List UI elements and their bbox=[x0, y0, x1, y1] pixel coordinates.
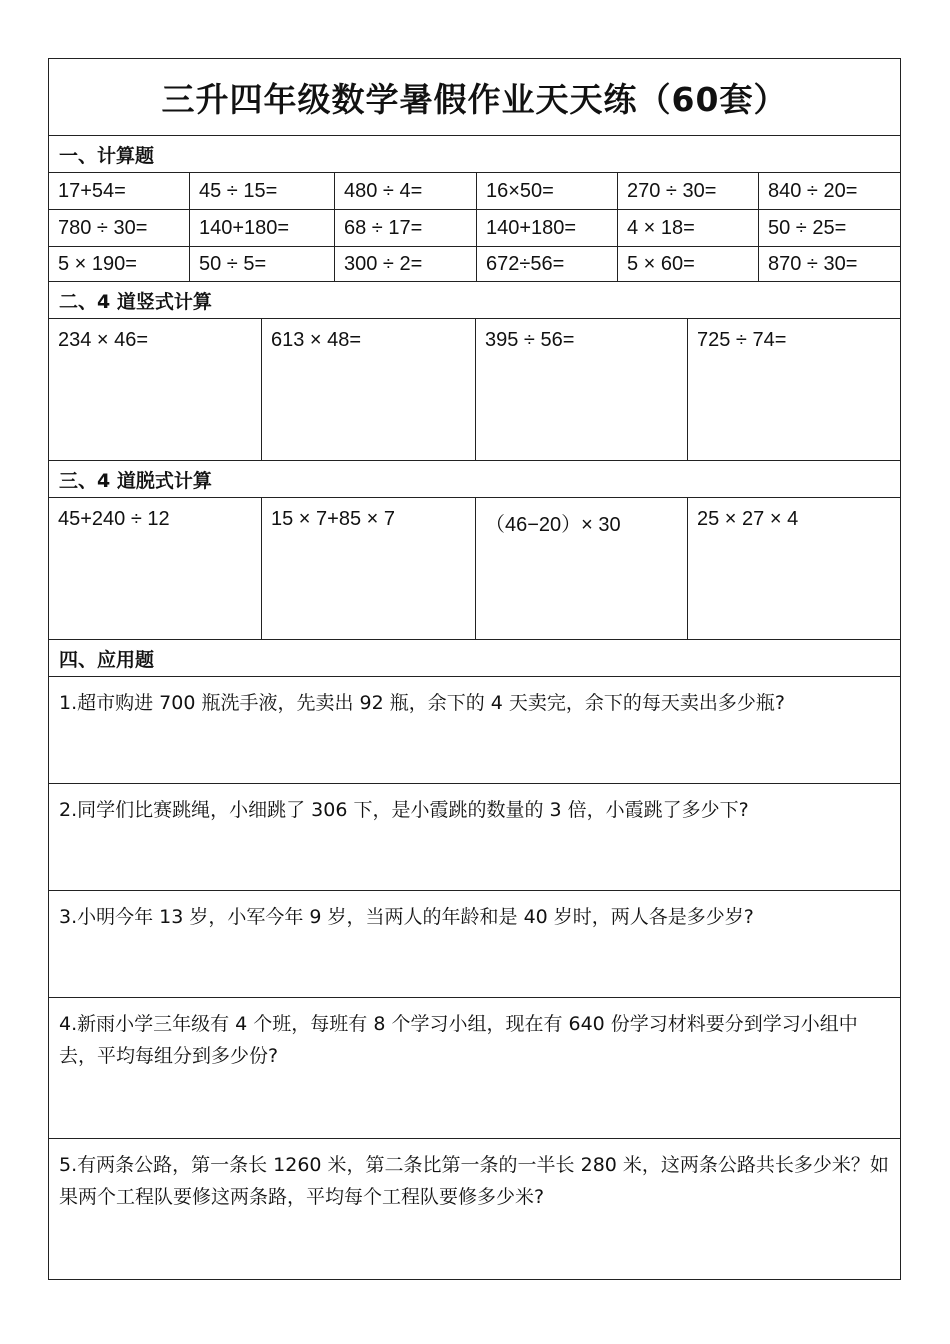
calc-cell: 480 ÷ 4= bbox=[335, 173, 477, 209]
stepwise-calc-cell: （46−20）× 30 bbox=[476, 498, 688, 639]
vertical-calc-cell: 234 × 46= bbox=[49, 319, 262, 460]
word-problem-text: 3.小明今年 13 岁，小军今年 9 岁，当两人的年龄和是 40 岁时，两人各是多少岁? bbox=[59, 906, 754, 928]
calc-cell: 840 ÷ 20= bbox=[768, 179, 858, 202]
worksheet bbox=[48, 58, 901, 1280]
word-problem-text: 2.同学们比赛跳绳，小细跳了 306 下，是小霞跳的数量的 3 倍，小霞跳了多少下? bbox=[59, 799, 749, 821]
section-heading-word: 四、应用题 bbox=[49, 640, 900, 677]
calc-cell: 50 ÷ 5= bbox=[190, 247, 335, 281]
calc-cell: 672÷56= bbox=[477, 247, 618, 281]
calc-cell: 270 ÷ 30= bbox=[618, 173, 759, 209]
section-heading-calc: 一、计算题 bbox=[49, 136, 900, 173]
word-problem bbox=[49, 998, 900, 1139]
word-problem bbox=[49, 677, 900, 784]
calc-cell: 300 ÷ 2= bbox=[335, 247, 477, 281]
vertical-calc-cell: 395 ÷ 56= bbox=[476, 319, 688, 460]
calc-cell: 5 × 190= bbox=[49, 247, 190, 281]
word-problem-text: 1.超市购进 700 瓶洗手液，先卖出 92 瓶，余下的 4 天卖完，余下的每天卖出多少瓶? bbox=[59, 692, 785, 714]
calc-row bbox=[49, 247, 900, 282]
calc-cell: 5 × 60= bbox=[618, 247, 759, 281]
word-problem bbox=[49, 784, 900, 891]
stepwise-calc-cell: 25 × 27 × 4 bbox=[697, 508, 799, 530]
calc-cell: 780 ÷ 30= bbox=[49, 210, 190, 246]
stepwise-calc-row bbox=[49, 498, 900, 640]
calc-cell: 17+54= bbox=[49, 173, 190, 209]
word-problem-text: 4.新雨小学三年级有 4 个班，每班有 8 个学习小组，现在有 640 份学习材料要分到学习小组中去，平均每组分到多少份? bbox=[59, 1013, 858, 1067]
calc-cell: 870 ÷ 30= bbox=[768, 252, 858, 275]
word-problem bbox=[49, 891, 900, 998]
section-heading-vertical: 二、4 道竖式计算 bbox=[49, 282, 900, 319]
calc-cell: 140+180= bbox=[190, 210, 335, 246]
vertical-calc-row bbox=[49, 319, 900, 461]
page-title: 三升四年级数学暑假作业天天练（60套） bbox=[49, 59, 900, 136]
calc-cell: 68 ÷ 17= bbox=[335, 210, 477, 246]
calc-cell: 16×50= bbox=[477, 173, 618, 209]
vertical-calc-cell: 725 ÷ 74= bbox=[697, 329, 787, 351]
calc-cell: 45 ÷ 15= bbox=[190, 173, 335, 209]
word-problem-text: 5.有两条公路，第一条长 1260 米，第二条比第一条的一半长 280 米，这两条公路共长多少米？如果两个工程队要修这两条路，平均每个工程队要修多少米? bbox=[59, 1154, 889, 1208]
calc-cell: 4 × 18= bbox=[618, 210, 759, 246]
calc-cell: 140+180= bbox=[477, 210, 618, 246]
vertical-calc-cell: 613 × 48= bbox=[262, 319, 476, 460]
stepwise-calc-cell: 45+240 ÷ 12 bbox=[49, 498, 262, 639]
calc-row bbox=[49, 173, 900, 210]
calc-row bbox=[49, 210, 900, 247]
word-problem bbox=[49, 1139, 900, 1281]
calc-cell: 50 ÷ 25= bbox=[768, 216, 847, 239]
stepwise-calc-cell: 15 × 7+85 × 7 bbox=[262, 498, 476, 639]
section-heading-stepwise: 三、4 道脱式计算 bbox=[49, 461, 900, 498]
